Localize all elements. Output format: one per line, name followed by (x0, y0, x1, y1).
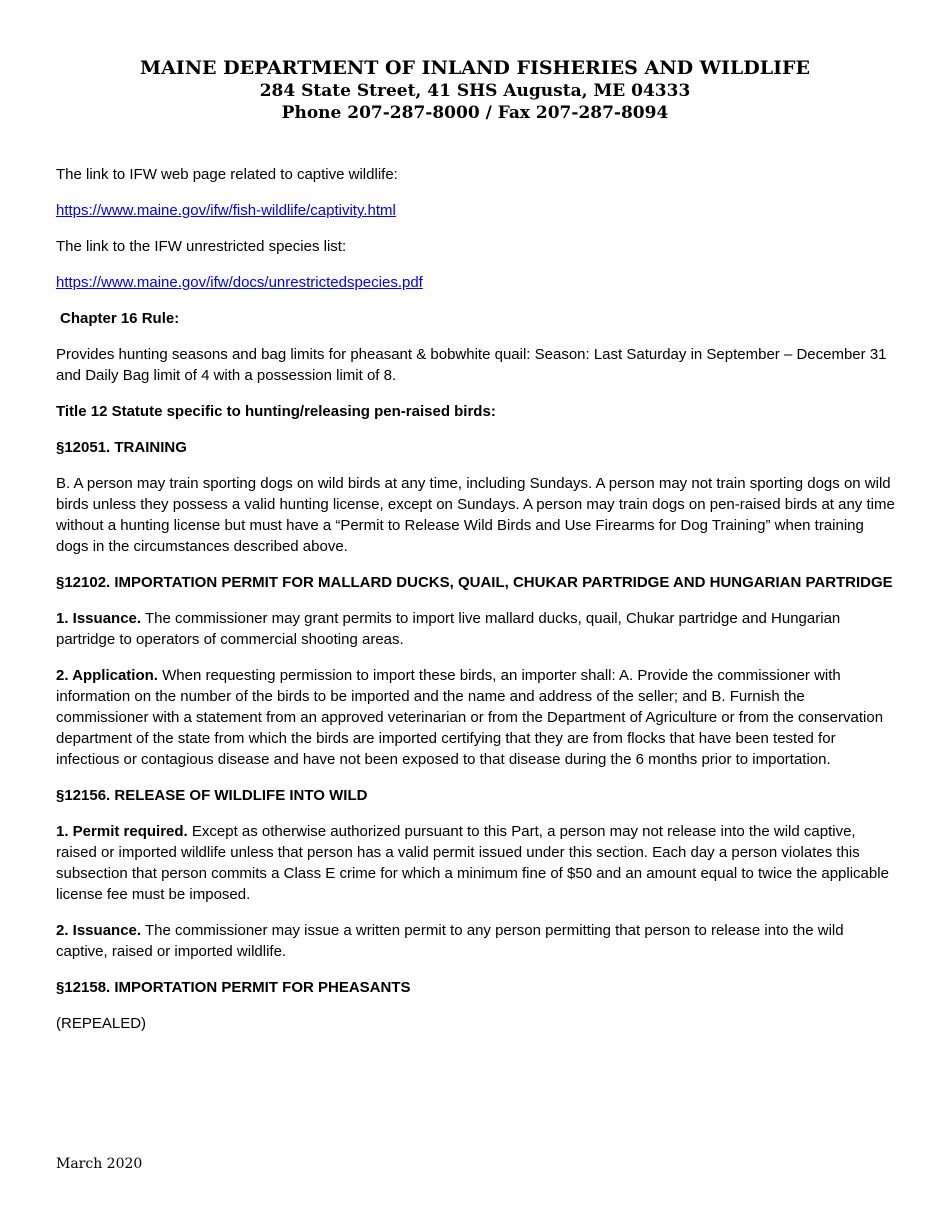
s12156-item1-label: 1. Permit required. (56, 823, 188, 840)
s12102-item2 (56, 665, 896, 770)
chapter16-heading: Chapter 16 Rule: (60, 310, 180, 327)
s12158-heading: §12158. IMPORTATION PERMIT FOR PHEASANTS (56, 979, 411, 996)
s12051-text: B. A person may train sporting dogs on wild birds at any time, including Sundays. A person may not train sporting dogs on wild birds unless they possess a valid hunting license, except on Sundays. A person may train dogs on pen-raised birds at any time without a hunting license but must have a “Permit to Release Wild Birds and Use Firearms for Dog Training” when training dogs in the circumstances described above. (56, 475, 895, 555)
s12156-item2-label: 2. Issuance. (56, 922, 142, 939)
footer-date: March 2020 (56, 1156, 143, 1172)
s12156-item2 (56, 920, 896, 962)
agency-address: 284 State Street, 41 SHS Augusta, ME 04333 (259, 81, 691, 101)
s12156-heading: §12156. RELEASE OF WILDLIFE INTO WILD (56, 787, 368, 804)
captive-link-intro: The link to IFW web page related to captive wildlife: (56, 166, 398, 183)
s12102-item2-label: 2. Application. (56, 667, 158, 684)
chapter16-text: Provides hunting seasons and bag limits for pheasant & bobwhite quail: Season: Last Saturday in September – December 31 and Daily Bag limit of 4 with a possession limit of 8. (56, 346, 887, 384)
s12102-heading: §12102. IMPORTATION PERMIT FOR MALLARD DUCKS, QUAIL, CHUKAR PARTRIDGE AND HUNGARIAN PARTRIDGE (56, 574, 893, 591)
agency-name: MAINE DEPARTMENT OF INLAND FISHERIES AND WILDLIFE (140, 57, 810, 79)
s12156-item1-text: Except as otherwise authorized pursuant to this Part, a person may not release into the wild captive, raised or imported wildlife unless that person has a valid permit issued under this section. Each day a person violates this subsection that person commits a Class E crime for which a minimum fine of $50 and an amount equal to twice the applicable license fee must be imposed. (56, 823, 889, 903)
s12051-heading: §12051. TRAINING (56, 439, 187, 456)
captive-wildlife-link[interactable]: https://www.maine.gov/ifw/fish-wildlife/captivity.html (56, 202, 396, 219)
title12-heading: Title 12 Statute specific to hunting/releasing pen-raised birds: (56, 403, 496, 420)
document-body (56, 164, 896, 1049)
s12102-item1 (56, 608, 896, 650)
agency-phone-fax: Phone 207-287-8000 / Fax 207-287-8094 (281, 103, 669, 123)
s12156-item2-text: The commissioner may issue a written permit to any person permitting that person to release into the wild captive, raised or imported wildlife. (56, 922, 844, 960)
s12102-item2-text: When requesting permission to import these birds, an importer shall: A. Provide the commissioner with information on the number of the birds to be imported and the name and address of the seller; and B. Furnish the commissioner with a statement from an approved veterinarian or from the Department of Agriculture or from the conservation department of the state from which the birds are imported certifying that they are from flocks that have been tested for infectious or contagious disease and have not been exposed to that disease during the 6 months prior to importation. (56, 667, 884, 768)
s12158-text: (REPEALED) (56, 1015, 147, 1032)
unrestricted-species-link[interactable]: https://www.maine.gov/ifw/docs/unrestrictedspecies.pdf (56, 274, 423, 291)
letterhead (0, 56, 950, 124)
species-link-intro: The link to the IFW unrestricted species list: (56, 238, 347, 255)
captive-link-paragraph (56, 200, 896, 221)
species-link-paragraph (56, 272, 896, 293)
s12102-item1-text: The commissioner may grant permits to import live mallard ducks, quail, Chukar partridge and Hungarian partridge to operators of commercial shooting areas. (56, 610, 841, 648)
s12102-item1-label: 1. Issuance. (56, 610, 142, 627)
s12156-item1 (56, 821, 896, 905)
